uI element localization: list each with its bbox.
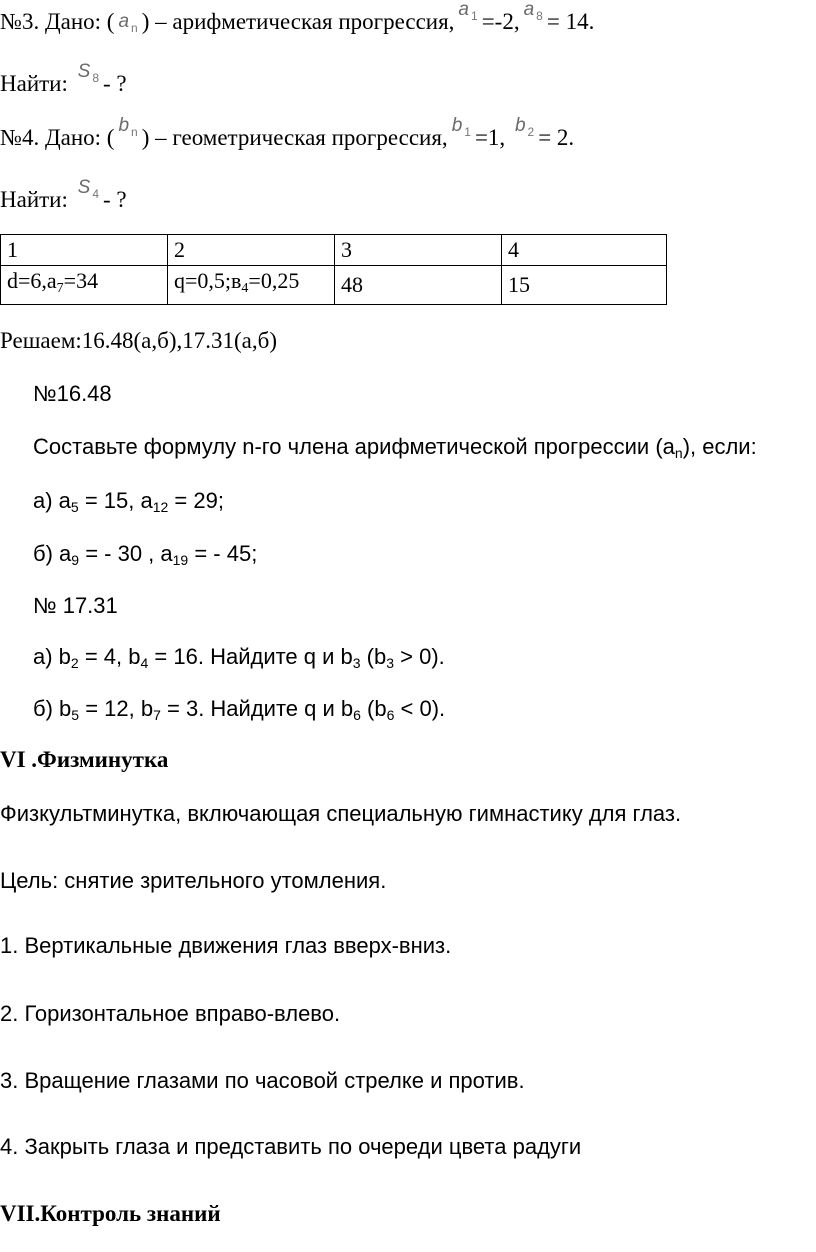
exercise-16-48-b: б) $a_9$ = - 30 , $a_{19}$ = - 45;: [33, 541, 258, 568]
formula-a-8: a $_8$: [523, 0, 543, 23]
list-item: 1. Вертикальные движения глаз вверх-вниз.: [0, 933, 452, 958]
task3-given: №3. Дано: ( a $_n$ ) – арифметическая прогрессия, a $_1$ =-2, a $_8$ = 14.: [0, 8, 594, 37]
table-cell: $d=6,a_7=34$: [1, 266, 168, 305]
section-7-heading: VII.Контроль знаний: [0, 1201, 221, 1226]
section-6-intro: Физкультминутка, включающая специальную гимнастику для глаз.: [0, 801, 682, 826]
section-6-heading: VI .Физминутка: [0, 747, 169, 772]
formula-s-4: S $_4$: [77, 177, 100, 201]
exercise-17-31-b: б) $b_5 = 12$, $b_7 = 3$. Найдите q и $b_6$ $(b_6 < 0)$.: [33, 696, 446, 723]
formula-b-2: b $_2$: [514, 115, 535, 139]
exercise-17-31-a: а) $b_2 = 4$, $b_4 = 16$. Найдите q и $b_3$ $(b_3 > 0)$.: [33, 644, 445, 671]
list-item: 3. Вращение глазами по часовой стрелке и против.: [0, 1068, 525, 1093]
table-cell: 15: [502, 266, 667, 305]
table-header-cell: 4: [502, 235, 667, 266]
list-item: 4. Закрыть глаза и представить по очереди цвета радуги: [0, 1134, 582, 1159]
formula-b-1: b $_1$: [451, 115, 471, 139]
exercise-16-48-prompt: Составьте формулу n-го члена арифметической прогрессии $(a_n)$, если:: [33, 434, 757, 461]
section-6-goal: Цель: снятие зрительного утомления.: [0, 868, 387, 893]
table-header-cell: 2: [168, 235, 335, 266]
formula-b-n: b $_n$: [118, 115, 138, 139]
exercise-17-31-title: № 17.31: [33, 593, 118, 618]
table-header-row: [1, 235, 667, 266]
answers-table: [0, 234, 667, 305]
task4-given: №4. Дано: ( b $_n$ ) – геометрическая прогрессия, b $_1$ =1, b $_2$ = 2.: [0, 124, 574, 153]
table-cell: $q=0,5;в_4=0,25$: [168, 266, 335, 305]
task4-find: Найти: S $_4$ - ?: [0, 186, 127, 215]
solve-line: Решаем:16.48(а,б),17.31(а,б): [0, 328, 277, 353]
table-header-cell: 3: [335, 235, 502, 266]
list-item: 2. Горизонтальное вправо-влево.: [0, 1001, 341, 1026]
table-cell: 48: [335, 266, 502, 305]
formula-s-8: S $_8$: [77, 61, 100, 85]
formula-a-n: a $_n$: [118, 11, 138, 35]
exercise-16-48-title: №16.48: [33, 381, 112, 406]
exercise-16-48-a: а) $a_5 = 15$, $a_{12} = 29$;: [33, 488, 224, 515]
task3-find: Найти: S $_8$ - ?: [0, 70, 127, 99]
table-row: [1, 266, 667, 305]
table-header-cell: 1: [1, 235, 168, 266]
formula-a-1: a $_1$: [458, 0, 478, 23]
